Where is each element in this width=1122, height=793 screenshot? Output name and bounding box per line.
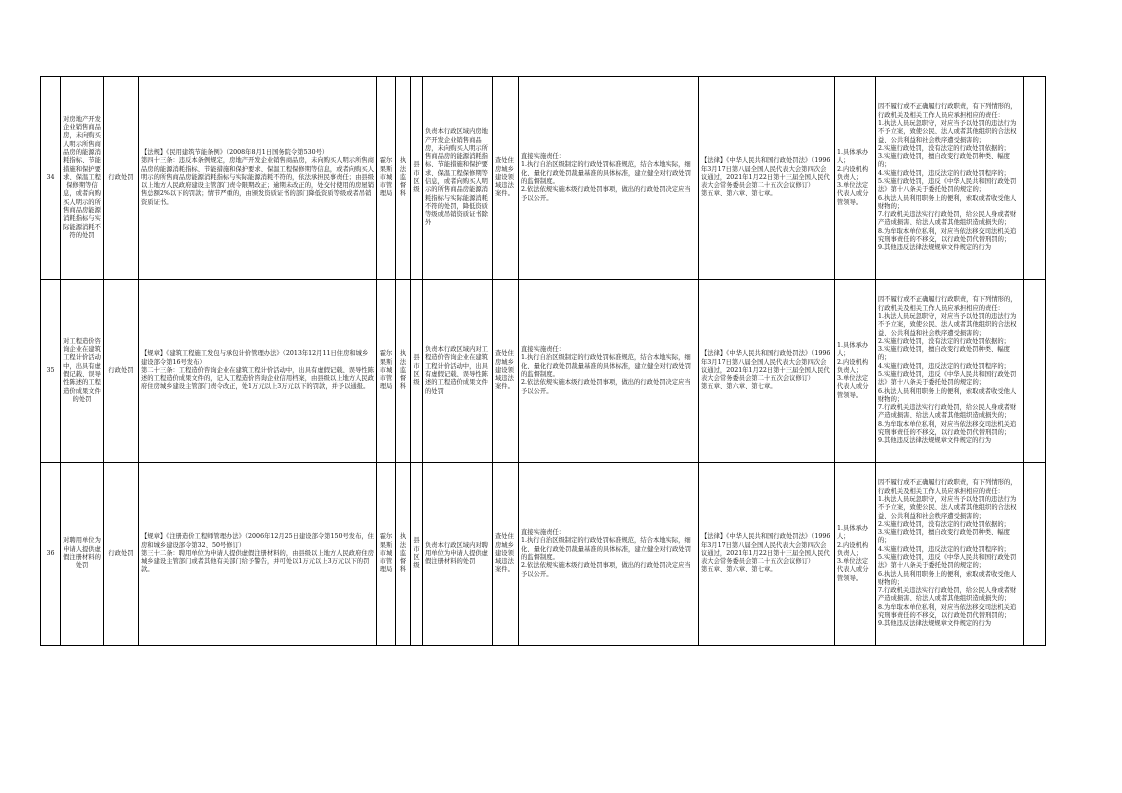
implementing-level: 县市区级 xyxy=(411,280,423,463)
item-name: 对工程造价咨询企业在建筑工程计价活动中，出具有虚假记载、误导性陈述的工程造价成果文件的处罚 xyxy=(61,280,104,463)
item-type: 行政处罚 xyxy=(104,77,139,280)
responsible-persons: 1.具体承办人； 2.内设机构负责人； 3.单位法定代表人或分管领导。 xyxy=(835,77,876,280)
legal-basis: 【规章】《注册造价工程师管理办法》（2006年12月25日建设部令第150号发布，住房和城乡建设部令第32、50号修订） 第三十二条：聘用单位为申请人提供虚假注册材料的，由县级以上地方人民政府住房城乡建设主管部门或者其他有关部门给予警告，并可处以1万元以上3万元以下的罚款。 xyxy=(139,463,377,646)
remarks-cell xyxy=(1024,77,1046,280)
implementing-subject: 霍尔果斯市城市管理局 xyxy=(377,463,396,646)
accountability-basis: 【法律】《中华人民共和国行政处罚法》（1996年3月17日第八届全国人民代表大会第四次会议通过，2021年1月22日第十三届全国人民代表大会常务委员会第二十五次会议修订） 第五章、第六章、第七章。 xyxy=(699,463,835,646)
implementing-department: 执法监督科 xyxy=(396,77,411,280)
implementing-subject: 霍尔果斯市城市管理局 xyxy=(377,280,396,463)
item-number: 35 xyxy=(41,280,61,463)
implementing-level: 县市区级 xyxy=(411,77,423,280)
accountability-circumstances: 因不履行或不正确履行行政职责，有下列情形的，行政机关及相关工作人员应承担相应的责任： 1.执法人员玩忽职守，对应当予以处罚的违法行为不予立案，致使公民、法人或者其他组织的合法权益、公共利益和社会秩序遭受损害的； 2.实施行政处罚，没有法定的行政处罚依据的； 3.实施行政处罚，擅自改变行政处罚种类、幅度的； 4.实施行政处罚，违反法定的行政处罚程序的； 5.实施行政处罚，违反《中华人民共和国行政处罚法》第十八条关于委托处罚的规定的； 6.执法人员利用职务上的便利，索取或者收受他人财物的； 7.行政机关违法实行行政处罚，给公民人身或者财产造成损害、给法人或者其他组织造成损失的； 8.为牟取本单位私利，对应当依法移交司法机关追究刑事责任的不移交，以行政处罚代替刑罚的； 9.其他违反法律法规规章文件规定的行为 xyxy=(876,463,1024,646)
power-list-table xyxy=(40,76,1046,646)
item-name: 对聘用单位为申请人提供虚假注册材料的处罚 xyxy=(61,463,104,646)
accountability-basis: 【法律】《中华人民共和国行政处罚法》（1996年3月17日第八届全国人民代表大会第四次会议通过，2021年1月22日第十三届全国人民代表大会常务委员会第二十五次会议修订） 第五章、第六章、第七章。 xyxy=(699,280,835,463)
responsibility-items: 直接实施责任： 1.执行自治区级制定的行政处罚标准规范，结合本地实际，细化、量化行政处罚裁量基准的具体标准，建立健全对行政处罚的监督制度。 2.依法依规实施本级行政处罚事项，做出的行政处罚决定应当予以公开。 xyxy=(519,280,699,463)
accountability-circumstances: 因不履行或不正确履行行政职责，有下列情形的，行政机关及相关工作人员应承担相应的责任： 1.执法人员玩忽职守，对应当予以处罚的违法行为不予立案，致使公民、法人或者其他组织的合法权益、公共利益和社会秩序遭受损害的； 2.实施行政处罚，没有法定的行政处罚依据的； 3.实施行政处罚，擅自改变行政处罚种类、幅度的； 4.实施行政处罚，违反法定的行政处罚程序的； 5.实施行政处罚，违反《中华人民共和国行政处罚法》第十八条关于委托处罚的规定的； 6.执法人员利用职务上的便利，索取或者收受他人财物的； 7.行政机关违法实行行政处罚，给公民人身或者财产造成损害、给法人或者其他组织造成损失的； 8.为牟取本单位私利，对应当依法移交司法机关追究刑事责任的不移交，以行政处罚代替刑罚的； 9.其他违反法律法规规章文件规定的行为 xyxy=(876,77,1024,280)
responsible-unit: 查处住房城乡建设领域违法案件。 xyxy=(493,77,519,280)
duty-scope: 负责本行政区域内对工程造价咨询企业在建筑工程计价活动中，出具有虚假记载、误导性陈述的工程造价成果文件的处罚 xyxy=(423,280,493,463)
item-name: 对房地产开发企业销售商品房，未向购买人明示所售商品房的能源消耗指标、节能措施和保护要求、保温工程保修期等信息，或者向购买人明示的所售商品房能源消耗指标与实际能源消耗不符的处罚 xyxy=(61,77,104,280)
implementing-department: 执法监督科 xyxy=(396,463,411,646)
item-type: 行政处罚 xyxy=(104,280,139,463)
item-number: 36 xyxy=(41,463,61,646)
responsibility-items: 直接实施责任： 1.执行自治区级制定的行政处罚标准规范，结合本地实际，细化、量化行政处罚裁量基准的具体标准，建立健全对行政处罚的监督制度。 2.依法依规实施本级行政处罚事项，做出的行政处罚决定应当予以公开。 xyxy=(519,463,699,646)
legal-basis: 【规章】《建筑工程施工发包与承包计价管理办法》（2013年12月11日住房和城乡建设部令第16号发布） 第二十三条：工程造价咨询企业在建筑工程计价活动中，出具有虚假记载、误导性陈述的工程造价成果文件的，记入工程造价咨询企业信用档案，由县级以上地方人民政府住房城乡建设主管部门责令改正，处1万元以上3万元以下的罚款，并予以通报。 xyxy=(139,280,377,463)
duty-scope: 负责本行政区域内对聘用单位为申请人提供虚假注册材料的处罚 xyxy=(423,463,493,646)
implementing-department: 执法监督科 xyxy=(396,280,411,463)
table-row xyxy=(41,463,1046,646)
remarks-cell xyxy=(1024,463,1046,646)
accountability-basis: 【法律】《中华人民共和国行政处罚法》（1996年3月17日第八届全国人民代表大会第四次会议通过，2021年1月22日第十三届全国人民代表大会常务委员会第二十五次会议修订） 第五章、第六章、第七章。 xyxy=(699,77,835,280)
implementing-subject: 霍尔果斯市城市管理局 xyxy=(377,77,396,280)
table-row xyxy=(41,280,1046,463)
remarks-cell xyxy=(1024,280,1046,463)
legal-basis: 【法规】《民用建筑节能条例》（2008年8月1日国务院令第530号） 第四十三条：违反本条例规定，房地产开发企业销售商品房，未向购买人明示所售商品房的能源消耗指标、节能措施和保护要求、保温工程保修期等信息，或者向购买人明示的所售商品房能源消耗指标与实际能源消耗不符的，依法承担民事责任；由县级以上地方人民政府建设主管部门责令限期改正；逾期未改正的，处交付使用的房屋销售总额2%以下的罚款；情节严重的，由颁发资质证书的部门降低资质等级或者吊销资质证书。 xyxy=(139,77,377,280)
item-type: 行政处罚 xyxy=(104,463,139,646)
implementing-level: 县市区级 xyxy=(411,463,423,646)
responsible-unit: 查处住房城乡建设领域违法案件。 xyxy=(493,463,519,646)
duty-scope: 负责本行政区域内房地产开发企业销售商品房，未向购买人明示所售商品房的能源消耗指标、节能措施和保护要求、保温工程保修期等信息，或者向购买人明示的所售商品房能源消耗指标与实际能源消耗不符的处罚，降低资质等级或吊销资质证书除外 xyxy=(423,77,493,280)
responsibility-items: 直接实施责任： 1.执行自治区级制定的行政处罚标准规范，结合本地实际，细化、量化行政处罚裁量基准的具体标准，建立健全对行政处罚的监督制度。 2.依法依规实施本级行政处罚事项，做出的行政处罚决定应当予以公开。 xyxy=(519,77,699,280)
table-row xyxy=(41,77,1046,280)
responsible-persons: 1.具体承办人； 2.内设机构负责人； 3.单位法定代表人或分管领导。 xyxy=(835,280,876,463)
accountability-circumstances: 因不履行或不正确履行行政职责，有下列情形的，行政机关及相关工作人员应承担相应的责任： 1.执法人员玩忽职守，对应当予以处罚的违法行为不予立案，致使公民、法人或者其他组织的合法权益、公共利益和社会秩序遭受损害的； 2.实施行政处罚，没有法定的行政处罚依据的； 3.实施行政处罚，擅自改变行政处罚种类、幅度的； 4.实施行政处罚，违反法定的行政处罚程序的； 5.实施行政处罚，违反《中华人民共和国行政处罚法》第十八条关于委托处罚的规定的； 6.执法人员利用职务上的便利，索取或者收受他人财物的； 7.行政机关违法实行行政处罚，给公民人身或者财产造成损害、给法人或者其他组织造成损失的； 8.为牟取本单位私利，对应当依法移交司法机关追究刑事责任的不移交，以行政处罚代替刑罚的； 9.其他违反法律法规规章文件规定的行为 xyxy=(876,280,1024,463)
responsible-persons: 1.具体承办人； 2.内设机构负责人； 3.单位法定代表人或分管领导。 xyxy=(835,463,876,646)
item-number: 34 xyxy=(41,77,61,280)
responsible-unit: 查处住房城乡建设领域违法案件。 xyxy=(493,280,519,463)
